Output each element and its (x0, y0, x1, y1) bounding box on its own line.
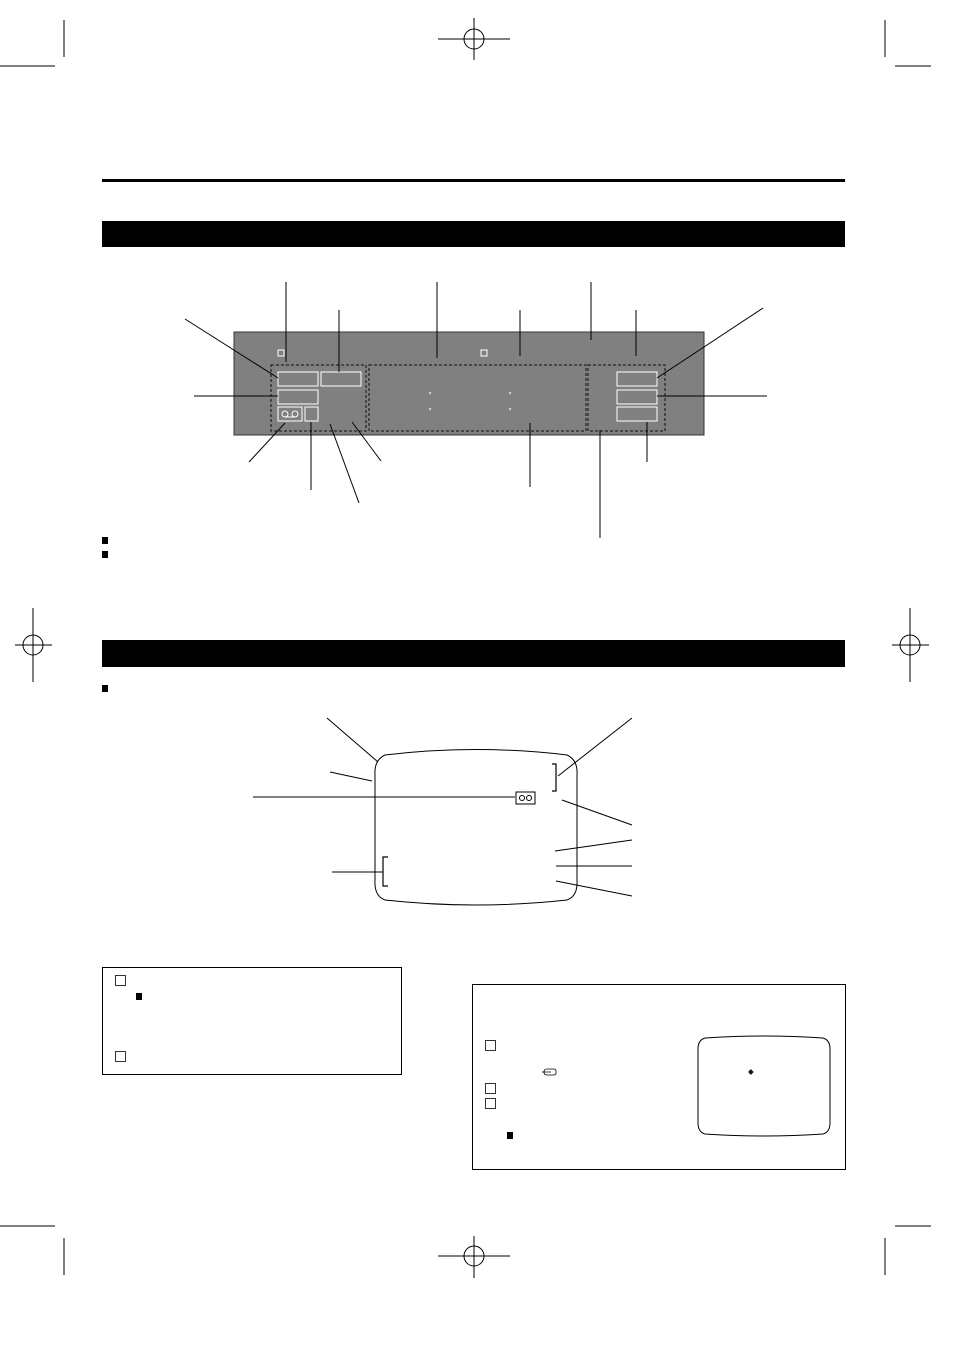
note-box-bullet (507, 1132, 513, 1139)
osd-cassette-icon (516, 792, 535, 804)
header-rule (102, 179, 845, 182)
front-display-diagram (0, 270, 954, 550)
note-bullet-2 (102, 551, 108, 558)
step-number-1 (115, 975, 126, 986)
note-bullet-1 (102, 537, 108, 544)
section-band-onscreen-display (102, 640, 845, 667)
note-box-right (472, 984, 846, 1170)
osd-leader-lines (253, 718, 632, 896)
note-box-left (102, 967, 402, 1075)
onscreen-display-diagram (0, 700, 954, 930)
pointing-hand-icon (541, 1067, 557, 1077)
step-number-2 (115, 1051, 126, 1062)
note-bullet-3 (102, 685, 108, 692)
section-band-front-display (102, 221, 845, 247)
step-number-3 (485, 1098, 496, 1109)
tv-screen-outline (375, 750, 577, 906)
note-box-bullet (136, 993, 142, 1000)
step-number-1 (485, 1040, 496, 1051)
step-number-2 (485, 1083, 496, 1094)
option-off-selected-marker-icon: ◆ (748, 1067, 754, 1076)
superimpose-screen-outline (697, 1035, 832, 1137)
